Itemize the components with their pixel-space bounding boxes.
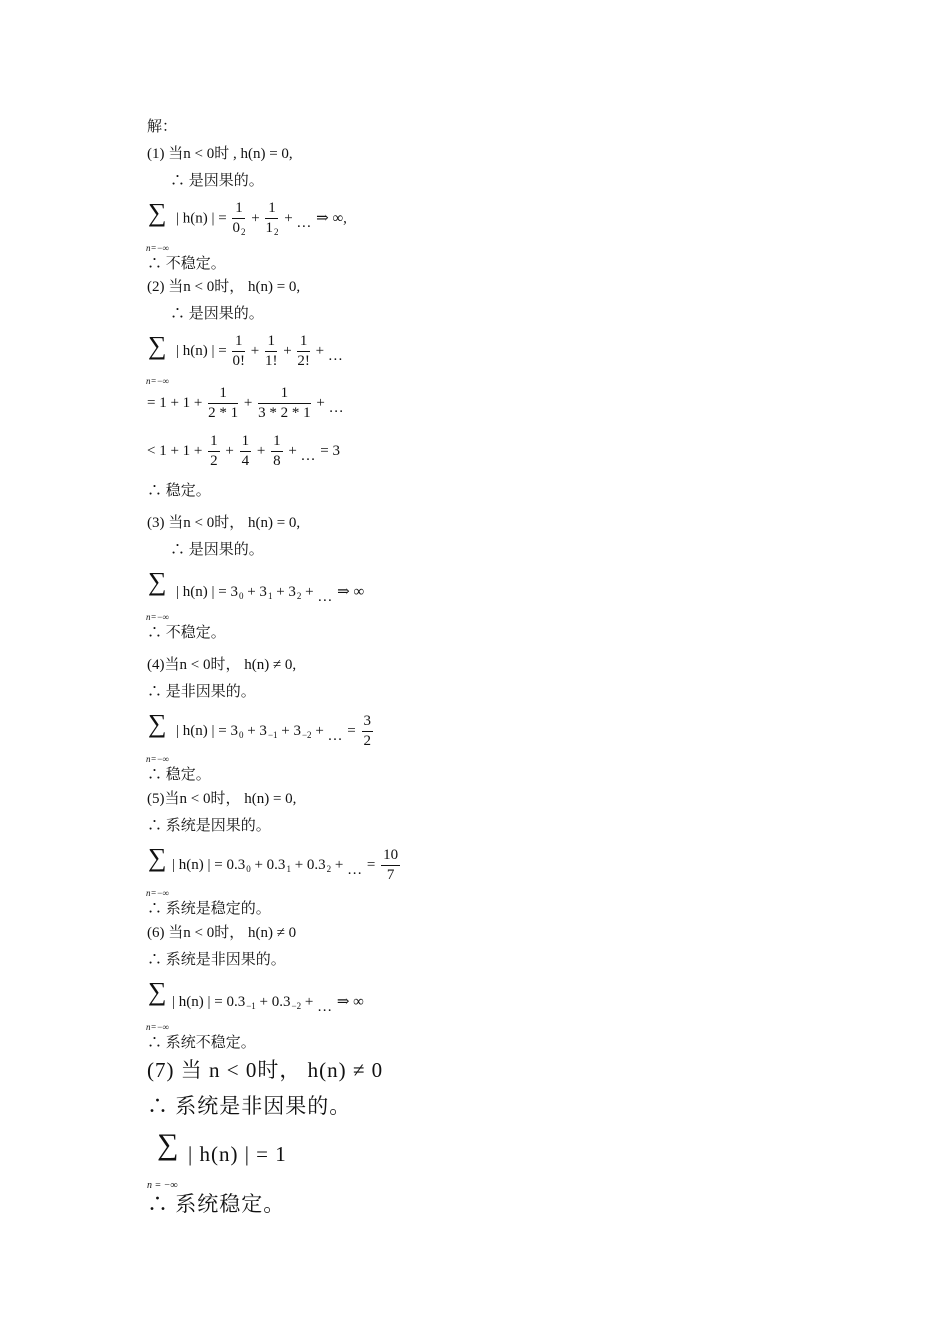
p4-sum-limit: n=−∞ xyxy=(146,754,170,764)
p6-condition: (6) 当n < 0时， h(n) ≠ 0 xyxy=(147,925,297,941)
p1-conclusion: ∴ 不稳定。 xyxy=(147,256,226,272)
p7-causal: ∴ 系统是非因果的。 xyxy=(147,1094,352,1118)
p4-result-fraction: $\frac{3}{2}$ xyxy=(363,713,371,749)
p4-causal: ∴ 是非因果的。 xyxy=(147,684,256,700)
p1-sum-tail: ⇒ ∞, xyxy=(316,210,347,227)
p5-result-fraction: $\frac{10}{7}$ xyxy=(383,847,399,883)
p3-condition: (3) 当n < 0时， h(n) = 0, xyxy=(147,515,301,531)
p2-fraction: $\frac{1}{2 * 1}$ xyxy=(208,385,239,421)
p6-sigma: ∑ xyxy=(148,977,167,1006)
p5-causal: ∴ 系统是因果的。 xyxy=(147,818,271,834)
p5-sum-expression: | h(n) | = $0.3^0 + 0.3^1 + 0.3^2$ + … = $\frac{10}{7}$ xyxy=(172,847,399,883)
p2-fraction: $\frac{1}{2!}$ xyxy=(297,333,310,369)
p7-sum-expression: | h(n) | = 1 xyxy=(188,1142,287,1166)
p4-conclusion: ∴ 稳定。 xyxy=(147,767,211,783)
p6-sum-expression: | h(n) | = $0.3^{-1} + 0.3^{-2}$ + … ⇒ ∞ xyxy=(172,994,364,1015)
p2-fraction: $\frac{1}{2}$ xyxy=(210,433,218,469)
p7-conclusion: ∴ 系统稳定。 xyxy=(147,1192,286,1216)
p1-condition: (1) 当n < 0时 , h(n) = 0, xyxy=(147,146,293,162)
p2-sum-line-1: | h(n) | = $\frac{1}{0!}$ + $\frac{1}{1!}$ + $\frac{1}{2!}$ + … xyxy=(176,333,344,369)
p7-condition: (7) 当 n < 0时， h(n) ≠ 0 xyxy=(147,1058,384,1082)
p3-conclusion: ∴ 不稳定。 xyxy=(147,625,226,641)
p3-sum-expression: | h(n) | = $3^0 + 3^1 + 3^2$ + … ⇒ ∞ xyxy=(176,584,365,605)
p4-sum-expression: | h(n) | = $3^0 + 3^{-1} + 3^{-2}$ + … = $\frac{3}{2}$ xyxy=(176,713,371,749)
p1-sum-lhs: | h(n) | = xyxy=(176,210,227,227)
p1-sigma: ∑ xyxy=(148,198,167,227)
p5-sum-limit: n=−∞ xyxy=(146,888,170,898)
p2-sum-line-3: < 1 + 1 + $\frac{1}{2}$ + $\frac{1}{4}$ + $\frac{1}{8}$ + … = 3 xyxy=(147,433,341,469)
p6-conclusion: ∴ 系统不稳定。 xyxy=(147,1035,256,1051)
p2-fraction: $\frac{1}{0!}$ xyxy=(232,333,245,369)
solution-heading: 解： xyxy=(147,119,178,135)
p2-sigma: ∑ xyxy=(148,331,167,360)
p4-sigma: ∑ xyxy=(148,709,167,738)
p1-causal: ∴ 是因果的。 xyxy=(170,173,264,189)
p3-sum-limit: n=−∞ xyxy=(146,612,170,622)
p1-sum-limit: n=−∞ xyxy=(146,243,170,253)
p2-causal: ∴ 是因果的。 xyxy=(170,306,264,322)
p2-fraction: $\frac{1}{1!}$ xyxy=(264,333,278,369)
p2-fraction: $\frac{1}{3 * 2 * 1}$ xyxy=(258,385,311,421)
p1-fraction-2: $\frac{1}{1^2}$ xyxy=(265,200,279,237)
p5-conclusion: ∴ 系统是稳定的。 xyxy=(147,901,271,917)
p3-sigma: ∑ xyxy=(148,567,167,596)
p2-conclusion: ∴ 稳定。 xyxy=(147,483,211,499)
p5-sigma: ∑ xyxy=(148,843,167,872)
p6-sum-limit: n=−∞ xyxy=(146,1022,170,1032)
p2-condition: (2) 当n < 0时， h(n) = 0, xyxy=(147,279,301,295)
p1-sum-expression: | h(n) | = $\frac{1}{0^2}$ + $\frac{1}{1^2}$ + … ⇒ ∞, xyxy=(176,200,347,237)
p2-fraction: $\frac{1}{4}$ xyxy=(241,433,250,469)
p5-condition: (5)当n < 0时， h(n) = 0, xyxy=(147,791,297,807)
p6-causal: ∴ 系统是非因果的。 xyxy=(147,952,286,968)
p2-fraction: $\frac{1}{8}$ xyxy=(273,433,281,469)
p4-condition: (4)当n < 0时， h(n) ≠ 0, xyxy=(147,657,297,673)
p2-sum-limit: n=−∞ xyxy=(146,376,170,386)
p1-fraction-1: $\frac{1}{0^2}$ xyxy=(232,200,246,237)
p7-sigma: ∑ xyxy=(157,1128,179,1161)
p3-causal: ∴ 是因果的。 xyxy=(170,542,264,558)
p2-sum-line-2: = 1 + 1 + $\frac{1}{2 * 1}$ + $\frac{1}{3 * 2 * 1}$ + … xyxy=(147,385,345,421)
p7-sum-limit: n = −∞ xyxy=(147,1180,178,1191)
